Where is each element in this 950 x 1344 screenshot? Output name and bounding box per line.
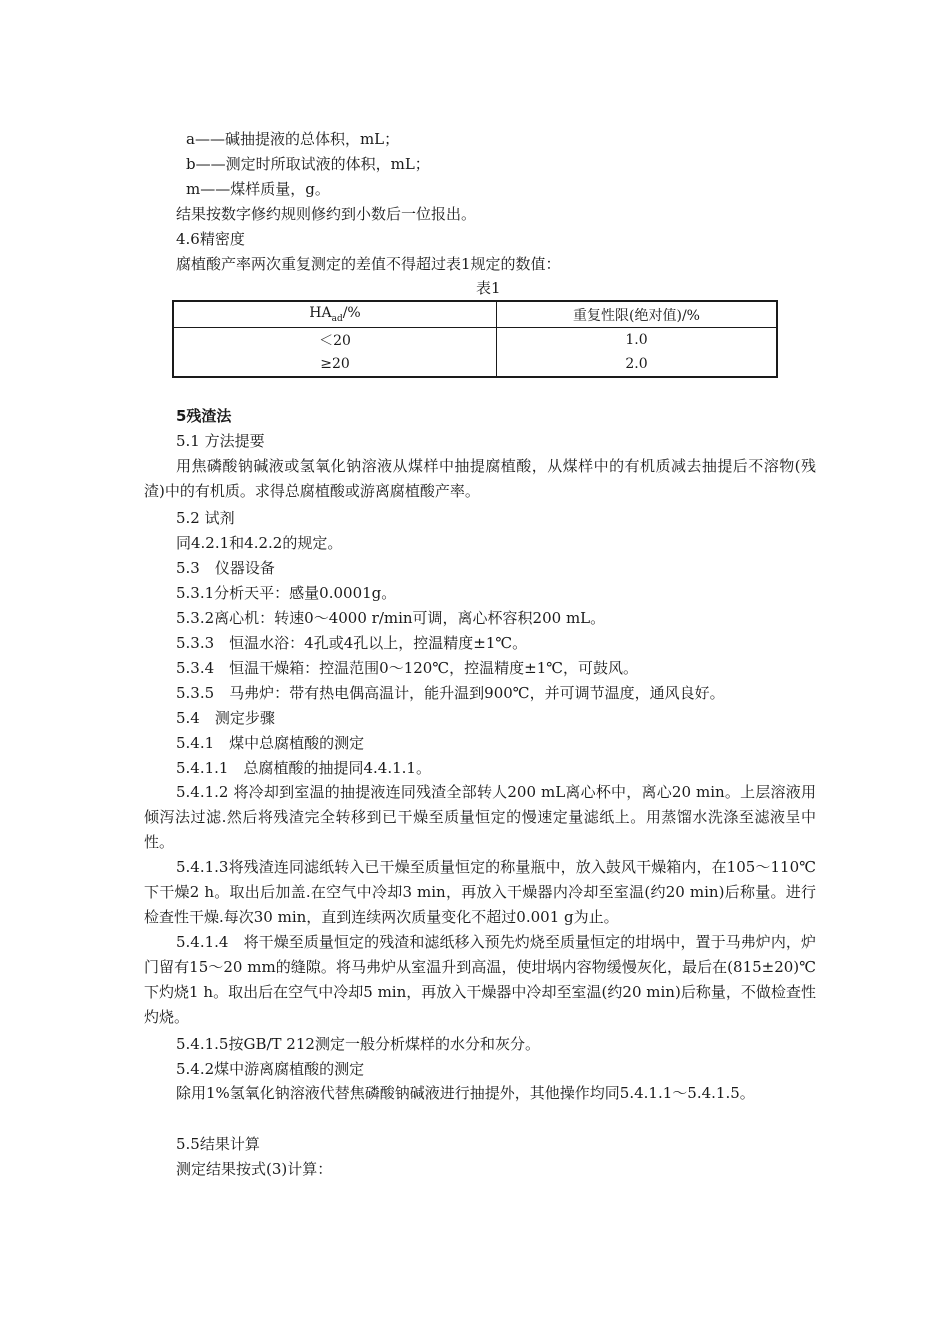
table-cell-range: ≥20 bbox=[173, 352, 497, 377]
precision-text: 腐植酸产率两次重复测定的差值不得超过表1规定的数值： bbox=[176, 255, 561, 273]
s53-heading: 5.3 仪器设备 bbox=[176, 559, 275, 577]
ha-subscript: ad bbox=[331, 313, 343, 324]
table-header-limit: 重复性限(绝对值)/% bbox=[497, 301, 778, 328]
s5411: 5.4.1.1 总腐植酸的抽提同4.4.1.1。 bbox=[176, 759, 431, 777]
s5414: 5.4.1.4 将干燥至质量恒定的残渣和滤纸移入预先灼烧至质量恒定的坩埚中，置于马弗炉内，炉门留有15～20 mm的缝隙。将马弗炉从室温升到高温，使坩埚内容物缓慢灰化，最后在(815±20)℃下灼烧1 h。取出后在空气中冷却5 min，再放入干燥器中冷却至室温(约20 min)后称量，不做检查性灼烧。 bbox=[144, 933, 816, 1026]
table-row bbox=[173, 352, 777, 377]
table-cell-range: ＜20 bbox=[173, 328, 497, 353]
ha-unit: /% bbox=[342, 305, 361, 322]
s542-text: 除用1%氢氧化钠溶液代替焦磷酸钠碱液进行抽提外，其他操作均同5.4.1.1～5.4.1.5。 bbox=[176, 1084, 755, 1102]
table-header-ha bbox=[173, 301, 497, 328]
s52-heading: 5.2 试剂 bbox=[176, 509, 235, 527]
s541: 5.4.1 煤中总腐植酸的测定 bbox=[176, 734, 365, 752]
def-b: b——测定时所取试液的体积，mL； bbox=[186, 155, 430, 173]
def-m: m——煤样质量，g。 bbox=[186, 180, 330, 198]
table-cell-limit: 2.0 bbox=[497, 352, 778, 377]
s54-heading: 5.4 测定步骤 bbox=[176, 709, 275, 727]
s532: 5.3.2离心机：转速0～4000 r/min可调，离心杯容积200 mL。 bbox=[176, 609, 606, 627]
s531: 5.3.1分析天平：感量0.0001g。 bbox=[176, 584, 397, 602]
rounding-rule: 结果按数字修约规则修约到小数后一位报出。 bbox=[176, 205, 477, 223]
s5415: 5.4.1.5按GB/T 212测定一般分析煤样的水分和灰分。 bbox=[176, 1035, 540, 1053]
s51-heading: 5.1 方法提要 bbox=[176, 432, 265, 450]
s533: 5.3.3 恒温水浴：4孔或4孔以上，控温精度±1℃。 bbox=[176, 634, 528, 652]
s534: 5.3.4 恒温干燥箱：控温范围0～120℃，控温精度±1℃，可鼓风。 bbox=[176, 659, 639, 677]
s52-text: 同4.2.1和4.2.2的规定。 bbox=[176, 534, 343, 552]
s535: 5.3.5 马弗炉：带有热电偶高温计，能升温到900℃，并可调节温度，通风良好。 bbox=[176, 684, 725, 702]
table-caption: 表1 bbox=[476, 279, 501, 297]
s55-text: 测定结果按式(3)计算： bbox=[176, 1160, 333, 1178]
s55-heading: 5.5结果计算 bbox=[176, 1135, 260, 1153]
section-5-title: 5残渣法 bbox=[176, 407, 232, 425]
table-header-row bbox=[173, 301, 777, 328]
s51-text: 用焦磷酸钠碱液或氢氧化钠溶液从煤样中抽提腐植酸，从煤样中的有机质减去抽提后不溶物(残渣)中的有机质。求得总腐植酸或游离腐植酸产率。 bbox=[144, 457, 816, 500]
ha-label: HA bbox=[309, 305, 332, 322]
precision-table bbox=[172, 300, 778, 378]
precision-heading: 4.6精密度 bbox=[176, 230, 245, 248]
table-row bbox=[173, 328, 777, 353]
table-cell-limit: 1.0 bbox=[497, 328, 778, 353]
s5413: 5.4.1.3将残渣连同滤纸转入已干燥至质量恒定的称量瓶中，放入鼓风干燥箱内，在105～110℃下干燥2 h。取出后加盖.在空气中冷却3 min，再放入干燥器内冷却至室温(约20 min)后称量。进行检查性干燥.每次30 min，直到连续两次质量变化不超过0.001 g为止。 bbox=[144, 858, 816, 926]
s5412: 5.4.1.2 将冷却到室温的抽提液连同残渣全部转人200 mL离心杯中，离心20 min。上层溶液用倾泻法过滤.然后将残渣完全转移到已干燥至质量恒定的慢速定量滤纸上。用蒸馏水洗涤至滤液呈中性。 bbox=[144, 783, 816, 851]
s542-heading: 5.4.2煤中游离腐植酸的测定 bbox=[176, 1060, 365, 1078]
def-a: a——碱抽提液的总体积，mL； bbox=[186, 130, 400, 148]
